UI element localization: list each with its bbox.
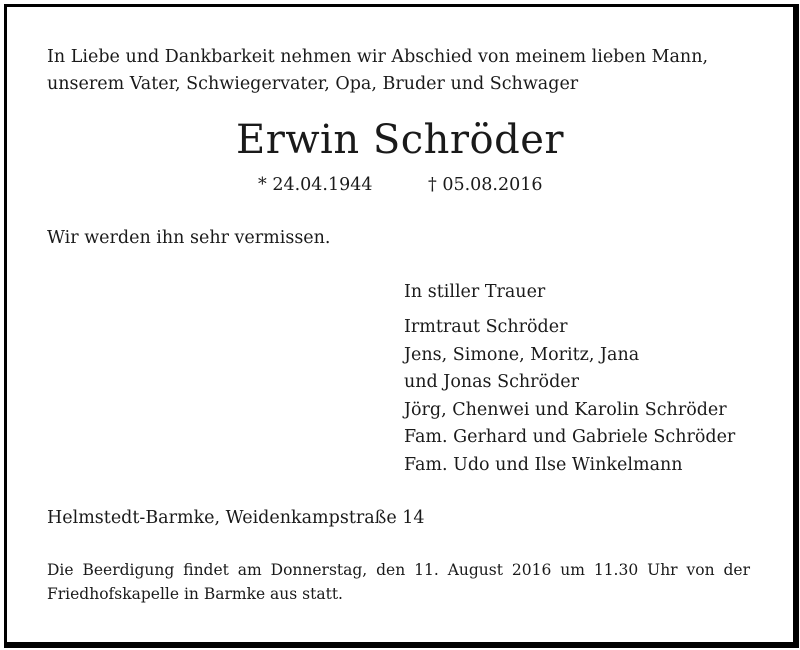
mourner-entry: Fam. Gerhard und Gabriele Schröder [404, 427, 736, 447]
mourner-entry: Jens, Simone, Moritz, Jana [404, 344, 640, 365]
birth-date: * 24.04.1944 [258, 175, 373, 195]
mourner-entry: Irmtraut Schröder [404, 317, 568, 337]
funeral-line: Friedhofskapelle in Barmke aus statt. [47, 585, 343, 603]
death-date: † 05.08.2016 [428, 175, 543, 195]
mourner-entry: und Jonas Schröder [404, 372, 579, 392]
family-address: Helmstedt-Barmke, Weidenkampstraße 14 [47, 508, 425, 528]
deceased-name: Erwin Schröder [236, 117, 564, 163]
intro-line: unserem Vater, Schwiegervater, Opa, Bruder und Schwager [47, 74, 579, 94]
mourner-entry: Fam. Udo und Ilse Winkelmann [404, 454, 683, 475]
mourning-heading: In stiller Trauer [404, 282, 546, 302]
funeral-info [47, 558, 750, 606]
closing-line: Wir werden ihn sehr vermissen. [47, 228, 331, 248]
mourner-entry: Jörg, Chenwei und Karolin Schröder [404, 399, 727, 420]
intro-line: In Liebe und Dankbarkeit nehmen wir Abschied von meinem lieben Mann, [47, 47, 709, 67]
funeral-line: Die Beerdigung findet am Donnerstag, den 11. August 2016 um 11.30 Uhr von der [47, 561, 750, 579]
intro-text [47, 44, 757, 98]
mourners-list [404, 314, 735, 479]
